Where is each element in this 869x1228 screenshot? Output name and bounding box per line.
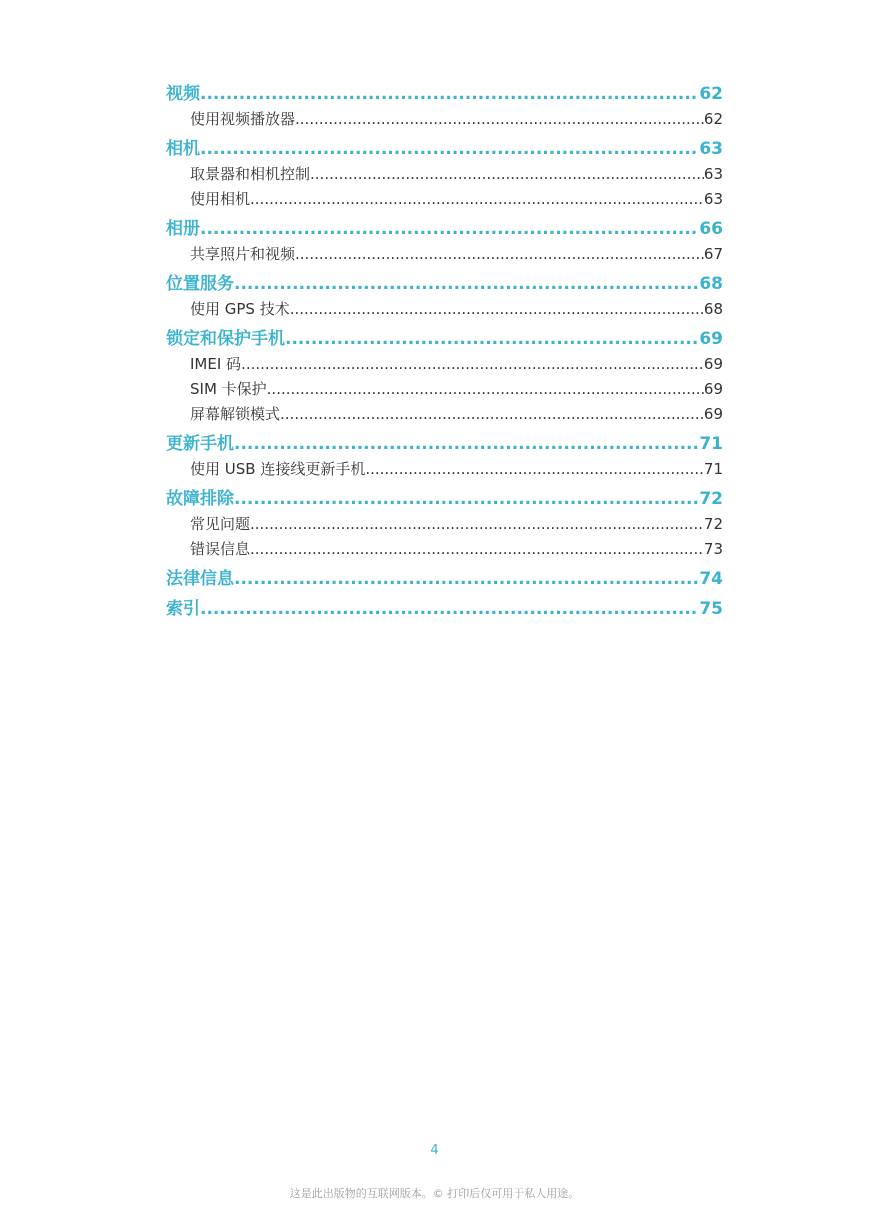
toc-entry-page: 73 bbox=[703, 540, 723, 558]
dot-leader bbox=[234, 566, 699, 592]
toc-section-error-messages[interactable] bbox=[166, 537, 723, 562]
toc-entry-page: 69 bbox=[703, 355, 723, 373]
toc-entry-title: 法律信息 bbox=[166, 569, 234, 589]
toc-entry-page: 69 bbox=[699, 329, 723, 349]
toc-entry-title: IMEI 码 bbox=[190, 355, 242, 373]
dot-leader bbox=[285, 326, 699, 352]
toc-section-screen-unlock[interactable] bbox=[166, 402, 723, 427]
dot-leader bbox=[234, 431, 699, 457]
dot-leader bbox=[267, 377, 704, 402]
dot-leader bbox=[234, 271, 699, 297]
toc-entry-title: 屏幕解锁模式 bbox=[190, 405, 281, 423]
toc-chapter-album[interactable] bbox=[166, 216, 723, 242]
toc-entry-title: 视频 bbox=[166, 84, 200, 104]
dot-leader bbox=[241, 352, 704, 377]
toc-entry-page: 68 bbox=[699, 274, 723, 294]
toc-entry-page: 69 bbox=[703, 380, 723, 398]
toc-section-viewfinder[interactable] bbox=[166, 162, 723, 187]
toc-section-usb-update[interactable] bbox=[166, 457, 723, 482]
table-of-contents bbox=[166, 81, 723, 622]
toc-section-sim-protect[interactable] bbox=[166, 377, 723, 402]
toc-chapter-legal[interactable] bbox=[166, 566, 723, 592]
toc-entry-title: 更新手机 bbox=[166, 434, 234, 454]
dot-leader bbox=[250, 512, 704, 537]
toc-entry-page: 74 bbox=[699, 569, 723, 589]
toc-entry-title: 位置服务 bbox=[166, 274, 234, 294]
toc-entry-page: 68 bbox=[703, 300, 723, 318]
dot-leader bbox=[295, 242, 704, 267]
toc-chapter-index[interactable] bbox=[166, 596, 723, 622]
dot-leader bbox=[234, 486, 699, 512]
dot-leader bbox=[310, 162, 704, 187]
toc-entry-page: 71 bbox=[699, 434, 723, 454]
toc-entry-title: 相机 bbox=[166, 139, 200, 159]
toc-entry-title: SIM 卡保护 bbox=[190, 380, 267, 398]
dot-leader bbox=[200, 216, 699, 242]
toc-entry-page: 72 bbox=[699, 489, 723, 509]
toc-entry-title: 错误信息 bbox=[190, 540, 251, 558]
toc-entry-page: 63 bbox=[703, 165, 723, 183]
toc-section-share-media[interactable] bbox=[166, 242, 723, 267]
dot-leader bbox=[200, 596, 699, 622]
dot-leader bbox=[200, 81, 699, 107]
toc-entry-page: 66 bbox=[699, 219, 723, 239]
toc-chapter-camera[interactable] bbox=[166, 136, 723, 162]
toc-entry-page: 62 bbox=[703, 110, 723, 128]
toc-entry-title: 共享照片和视频 bbox=[190, 245, 296, 263]
toc-entry-title: 常见问题 bbox=[190, 515, 251, 533]
dot-leader bbox=[200, 136, 699, 162]
dot-leader bbox=[280, 402, 704, 427]
toc-entry-title: 相册 bbox=[166, 219, 200, 239]
toc-section-gps[interactable] bbox=[166, 297, 723, 322]
toc-section-video-player[interactable] bbox=[166, 107, 723, 132]
toc-chapter-location[interactable] bbox=[166, 271, 723, 297]
toc-chapter-lock-protect[interactable] bbox=[166, 326, 723, 352]
toc-section-imei[interactable] bbox=[166, 352, 723, 377]
dot-leader bbox=[365, 457, 704, 482]
footer-copyright-note: 这是此出版物的互联网版本。© 打印后仅可用于私人用途。 bbox=[289, 1187, 580, 1200]
dot-leader bbox=[250, 187, 704, 212]
toc-entry-title: 取景器和相机控制 bbox=[190, 165, 311, 183]
toc-entry-title: 使用 USB 连接线更新手机 bbox=[190, 460, 366, 478]
toc-entry-title: 故障排除 bbox=[166, 489, 234, 509]
toc-chapter-video[interactable] bbox=[166, 81, 723, 107]
page-number: 4 bbox=[430, 1143, 439, 1158]
toc-entry-page: 63 bbox=[703, 190, 723, 208]
toc-entry-title: 锁定和保护手机 bbox=[166, 329, 285, 349]
dot-leader bbox=[290, 297, 704, 322]
toc-entry-page: 75 bbox=[699, 599, 723, 619]
toc-entry-page: 72 bbox=[703, 515, 723, 533]
dot-leader bbox=[295, 107, 704, 132]
toc-entry-page: 63 bbox=[699, 139, 723, 159]
toc-entry-title: 使用视频播放器 bbox=[190, 110, 296, 128]
toc-section-use-camera[interactable] bbox=[166, 187, 723, 212]
toc-entry-title: 使用相机 bbox=[190, 190, 251, 208]
toc-entry-page: 67 bbox=[703, 245, 723, 263]
toc-entry-page: 71 bbox=[703, 460, 723, 478]
toc-chapter-troubleshooting[interactable] bbox=[166, 486, 723, 512]
toc-entry-title: 使用 GPS 技术 bbox=[190, 300, 290, 318]
toc-entry-page: 62 bbox=[699, 84, 723, 104]
toc-entry-title: 索引 bbox=[166, 599, 200, 619]
toc-entry-page: 69 bbox=[703, 405, 723, 423]
toc-chapter-update-phone[interactable] bbox=[166, 431, 723, 457]
toc-section-faq[interactable] bbox=[166, 512, 723, 537]
dot-leader bbox=[250, 537, 704, 562]
